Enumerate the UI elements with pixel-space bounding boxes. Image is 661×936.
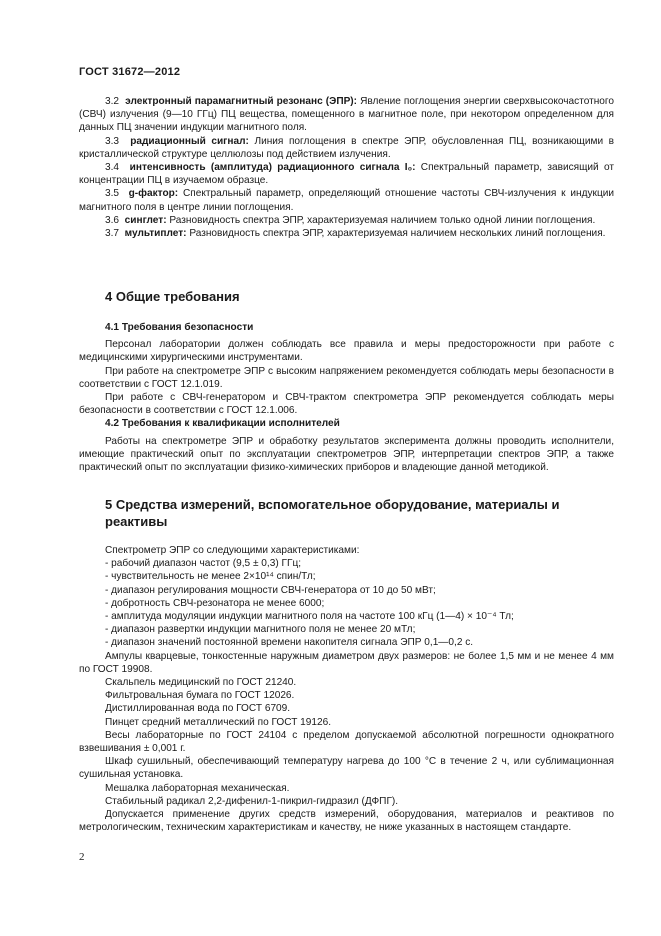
subsection-heading: 4.1 Требования безопасности	[105, 322, 254, 333]
paragraph: Шкаф сушильный, обеспечивающий температуру нагрева до 100 °С в течение 2 ч, или сублимационная сушильная установка.	[79, 756, 614, 781]
definition-item: 3.2 электронный парамагнитный резонанс (ЭПР): Явление поглощения энергии сверхвысокочастотного (СВЧ) излучения (9—10 ГГц) ПЦ вещества, помещенного в магнитное поле, при некотором определенном для данных ПЦ значении индукции магнитного поля.	[79, 96, 614, 134]
page-number: 2	[79, 851, 85, 863]
definition-item: 3.6 синглет: Разновидность спектра ЭПР, характеризуемая наличием только одной линии поглощения.	[105, 214, 596, 226]
definition-term: мультиплет:	[124, 228, 187, 240]
paragraph: Персонал лаборатории должен соблюдать все правила и меры предосторожности при работе с медицинскими хирургическими инструментами.	[79, 339, 614, 364]
definition-item: 3.7 мультиплет: Разновидность спектра ЭПР, характеризуемая наличием нескольких линий поглощения.	[105, 228, 606, 240]
paragraph: Ампулы кварцевые, тонкостенные наружным диаметром двух размеров: не более 1,5 мм и не менее 4 мм по ГОСТ 19908.	[79, 650, 614, 675]
spec-item: - амплитуда модуляции индукции магнитного поля на частоте 100 кГц (1—4) × 10⁻⁴ Тл;	[105, 611, 514, 623]
section-4-heading: 4 Общие требования	[105, 289, 240, 304]
paragraph: Дистиллированная вода по ГОСТ 6709.	[105, 703, 291, 715]
paragraph: Пинцет средний металлический по ГОСТ 19126.	[105, 716, 332, 728]
paragraph: При работе с СВЧ-генератором и СВЧ-трактом спектрометра ЭПР рекомендуется соблюдать меры безопасности в соответствии с ГОСТ 12.1.006.	[79, 392, 614, 417]
paragraph: Мешалка лабораторная механическая.	[105, 782, 290, 794]
paragraph: При работе на спектрометре ЭПР с высоким напряжением рекомендуется соблюдать меры безопасности в соответствии с ГОСТ 12.1.019.	[79, 365, 614, 390]
definition-term: синглет:	[124, 214, 167, 226]
definition-item: 3.5 g-фактор: Спектральный параметр, определяющий отношение частоты СВЧ-излучения к индукции магнитного поля в центре линии поглощения.	[79, 188, 614, 213]
subsection-heading: 4.2 Требования к квалификации исполнителей	[105, 418, 340, 430]
document-header: ГОСТ 31672—2012	[79, 66, 181, 78]
paragraph: Фильтровальная бумага по ГОСТ 12026.	[105, 690, 295, 702]
spec-item: - диапазон регулирования мощности СВЧ-генератора от 10 до 50 мВт;	[105, 584, 436, 596]
spec-item: - диапазон развертки индукции магнитного поля не менее 20 мТл;	[105, 624, 416, 636]
definition-item: 3.3 радиационный сигнал: Линия поглощения в спектре ЭПР, обусловленная ПЦ, возникающими в кристаллической структуре целлюлозы под действием излучения.	[79, 135, 615, 160]
paragraph: Спектрометр ЭПР со следующими характеристиками:	[105, 545, 360, 556]
definition-term: электронный парамагнитный резонанс (ЭПР):	[125, 96, 358, 107]
spec-item: - чувствительность не менее 2×10¹⁴ спин/Тл;	[105, 571, 316, 583]
paragraph: Скальпель медицинский по ГОСТ 21240.	[105, 677, 297, 689]
paragraph: Весы лабораторные по ГОСТ 24104 с пределом допускаемой абсолютной погрешности однократного взвешивания ± 0,001 г.	[79, 729, 614, 755]
section-4-body	[79, 321, 614, 474]
definition-term: g-фактор:	[128, 188, 179, 200]
definition-term: радиационный сигнал:	[130, 135, 249, 147]
section-5-body	[79, 544, 614, 834]
definition-term: интенсивность (амплитуда) радиационного сигнала I₀:	[129, 162, 416, 174]
spec-item: - диапазон значений постоянной времени накопителя сигнала ЭПР 0,1—0,2 с.	[105, 637, 474, 649]
definitions-block	[79, 95, 614, 240]
definition-item: 3.4 интенсивность (амплитуда) радиационного сигнала I₀: Спектральный параметр, зависящий от концентрации ПЦ в изучаемом образце.	[79, 162, 614, 187]
section-5-heading: 5 Средства измерений, вспомогательное оборудование, материалы и реактивы	[105, 497, 560, 529]
paragraph: Допускается применение других средств измерений, оборудования, материалов и реактивов по метрологическим, техническим характеристикам и качеству, не ниже указанных в настоящем стандарте.	[79, 809, 614, 834]
paragraph: Стабильный радикал 2,2-дифенил-1-пикрил-гидразил (ДФПГ).	[105, 795, 399, 807]
spec-item: - добротность СВЧ-резонатора не менее 6000;	[105, 597, 325, 609]
spec-item: - рабочий диапазон частот (9,5 ± 0,3) ГГц;	[105, 558, 302, 570]
paragraph: Работы на спектрометре ЭПР и обработку результатов эксперимента должны проводить исполнители, имеющие практический опыт по эксплуатации спектрометров ЭПР, интерпретации спектров ЭПР, а также практический опыт по эксплуатации физико-химических приборов и владеющие данной методикой.	[79, 435, 614, 474]
